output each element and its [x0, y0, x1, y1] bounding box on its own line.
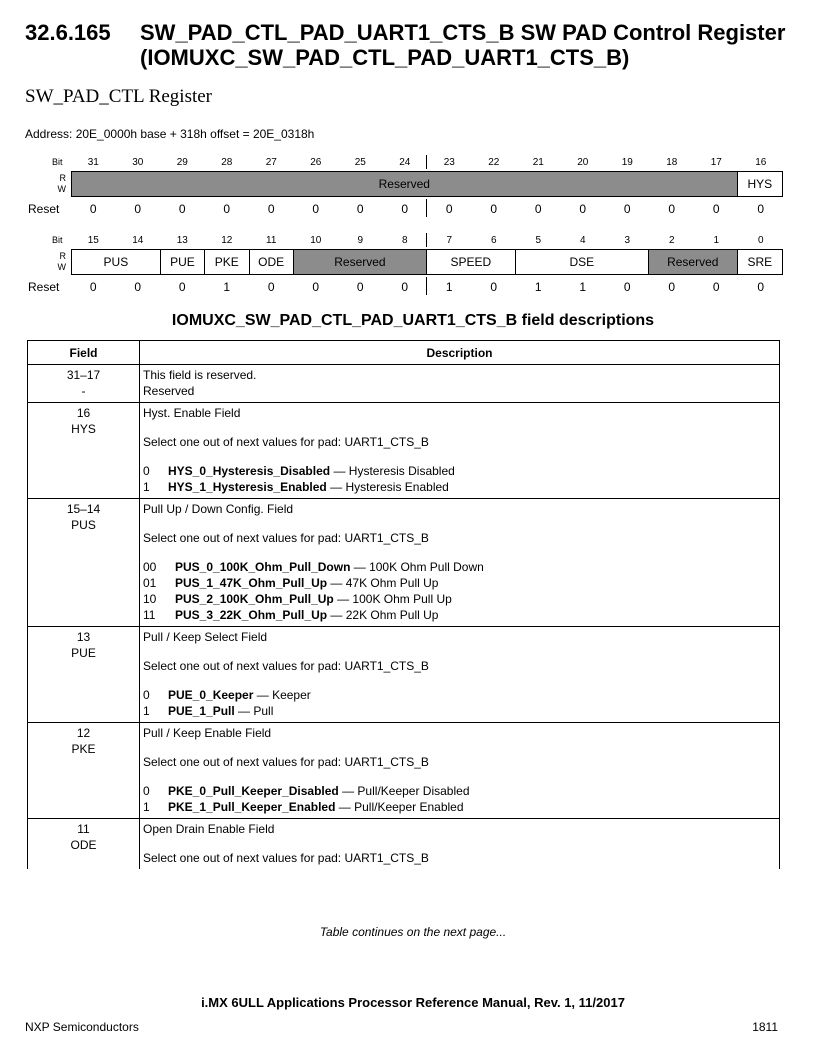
reset-value: 0	[223, 202, 231, 216]
field-descriptions-table	[27, 340, 780, 869]
value-code: 01	[143, 576, 157, 590]
value-code: 11	[143, 608, 156, 622]
reset-value: 0	[490, 202, 498, 216]
bit-number: 19	[621, 157, 633, 168]
reset-value: 0	[534, 202, 542, 216]
register-field-ode: ODE	[250, 250, 294, 274]
bit-number: 22	[488, 157, 500, 168]
bit-label: Bit	[52, 157, 63, 167]
company-name: NXP Semiconductors	[25, 1020, 139, 1034]
spacer	[143, 517, 776, 530]
value-entry	[143, 463, 776, 479]
reset-label: Reset	[28, 280, 60, 294]
value-name: PUS_3_22K_Ohm_Pull_Up	[175, 608, 328, 622]
reset-value: 0	[312, 280, 320, 294]
field-bits: 31–17	[66, 368, 101, 382]
value-name: PUE_0_Keeper	[168, 688, 254, 702]
field-cell	[28, 723, 140, 819]
description-cell	[140, 499, 780, 627]
bit-number: 15	[87, 235, 99, 246]
spacer	[143, 421, 776, 434]
spacer	[143, 674, 776, 687]
rw-label	[40, 251, 66, 273]
select-note: Select one out of next values for pad: UART1_CTS_B	[143, 755, 429, 769]
description-cell	[140, 627, 780, 723]
select-note: Select one out of next values for pad: UART1_CTS_B	[143, 531, 429, 545]
rw-label	[40, 173, 66, 195]
select-note: Select one out of next values for pad: UART1_CTS_B	[143, 435, 429, 449]
description-line: Open Drain Enable Field	[143, 822, 275, 836]
table-header-row	[28, 341, 780, 365]
spacer	[143, 837, 776, 850]
field-cell	[28, 819, 140, 870]
bit-number: 25	[354, 157, 366, 168]
reset-value: 0	[178, 280, 186, 294]
byte-divider	[426, 277, 427, 295]
register-field-reserved: Reserved	[294, 250, 427, 274]
bit-number: 12	[221, 235, 233, 246]
value-description: — Hysteresis Disabled	[333, 464, 455, 478]
manual-title: i.MX 6ULL Applications Processor Reference Manual, Rev. 1, 11/2017	[201, 995, 625, 1010]
value-name: PKE_1_Pull_Keeper_Enabled	[168, 800, 336, 814]
bit-number: 7	[446, 235, 453, 246]
bit-number: 5	[535, 235, 542, 246]
register-field-pus: PUS	[72, 250, 161, 274]
field-bits: 11	[77, 822, 90, 836]
value-code: 0	[143, 464, 150, 478]
description-line: Pull / Keep Enable Field	[143, 726, 272, 740]
value-entry	[143, 591, 776, 607]
value-description: — Pull/Keeper Enabled	[338, 800, 464, 814]
reset-value: 0	[356, 280, 364, 294]
register-field-pue: PUE	[161, 250, 205, 274]
w-label: W	[57, 262, 66, 272]
field-name: PUE	[71, 646, 96, 660]
reset-value: 0	[401, 280, 409, 294]
byte-divider	[426, 233, 427, 247]
register-field-sre: SRE	[747, 255, 773, 269]
table-row	[28, 365, 780, 403]
description-line: Hyst. Enable Field	[143, 406, 241, 420]
bit-number: 29	[176, 157, 188, 168]
value-description: — 100K Ohm Pull Up	[337, 592, 452, 606]
bit-number: 26	[310, 157, 322, 168]
value-description: — Pull	[238, 704, 274, 718]
bit-number: 30	[132, 157, 144, 168]
reset-value: 0	[134, 280, 142, 294]
bit-number: 18	[666, 157, 678, 168]
select-note: Select one out of next values for pad: UART1_CTS_B	[143, 851, 429, 865]
register-field-reserved: Reserved	[649, 250, 738, 274]
reset-value: 0	[267, 202, 275, 216]
bit-number: 6	[490, 235, 497, 246]
bit-number: 31	[87, 157, 99, 168]
value-name: HYS_0_Hysteresis_Disabled	[168, 464, 331, 478]
bit-number: 20	[577, 157, 589, 168]
description-cell	[140, 819, 780, 870]
description-line: Reserved	[143, 384, 195, 398]
byte-divider	[426, 155, 427, 169]
value-code: 1	[143, 480, 150, 494]
field-cell	[28, 499, 140, 627]
value-name: HYS_1_Hysteresis_Enabled	[168, 480, 327, 494]
register-upper	[0, 155, 826, 220]
value-name: PUS_0_100K_Ohm_Pull_Down	[175, 560, 351, 574]
register-field-pke: PKE	[205, 250, 249, 274]
reset-value: 0	[623, 202, 631, 216]
table-row	[28, 819, 780, 870]
reset-label: Reset	[28, 202, 60, 216]
bit-number: 0	[757, 235, 764, 246]
value-code: 00	[143, 560, 157, 574]
bit-number: 27	[265, 157, 277, 168]
value-description: — 22K Ohm Pull Up	[330, 608, 439, 622]
bit-number: 23	[443, 157, 455, 168]
bit-number: 10	[310, 235, 322, 246]
value-entry	[143, 575, 776, 591]
bit-number: 28	[221, 157, 233, 168]
page-number: 1811	[752, 1020, 778, 1034]
value-entry	[143, 479, 776, 495]
reset-value: 0	[757, 280, 765, 294]
spacer	[143, 741, 776, 754]
field-column-header: Field	[28, 341, 140, 365]
value-code: 0	[143, 784, 150, 798]
register-fields-lower	[71, 249, 783, 275]
field-bits: 13	[76, 630, 91, 644]
register-field-dse: DSE	[516, 250, 649, 274]
field-cell	[28, 627, 140, 723]
reset-value: 0	[267, 280, 275, 294]
bit-number: 11	[266, 235, 277, 246]
spacer	[143, 645, 776, 658]
value-entry	[143, 799, 776, 815]
value-name: PUS_2_100K_Ohm_Pull_Up	[175, 592, 334, 606]
description-cell	[140, 403, 780, 499]
spacer	[143, 546, 776, 559]
description-column-header: Description	[140, 341, 780, 365]
description-cell	[140, 723, 780, 819]
reset-value: 0	[89, 202, 97, 216]
bit-number: 9	[357, 235, 364, 246]
value-entry	[143, 703, 776, 719]
reset-value: 1	[223, 280, 231, 294]
reset-value: 0	[89, 280, 97, 294]
reset-value: 1	[445, 280, 453, 294]
field-bits: 12	[76, 726, 91, 740]
bit-number: 1	[713, 235, 720, 246]
description-line: Pull / Keep Select Field	[143, 630, 268, 644]
value-description: — 100K Ohm Pull Down	[353, 560, 484, 574]
bit-number: 21	[532, 157, 544, 168]
field-name: ODE	[70, 838, 97, 852]
r-label: R	[59, 251, 66, 261]
r-label: R	[59, 173, 66, 183]
bit-number: 8	[401, 235, 408, 246]
select-note: Select one out of next values for pad: UART1_CTS_B	[143, 659, 429, 673]
field-name: PUS	[71, 518, 96, 532]
spacer	[143, 770, 776, 783]
value-code: 10	[143, 592, 157, 606]
register-field-reserved: Reserved	[72, 172, 738, 196]
description-line: Pull Up / Down Config. Field	[143, 502, 294, 516]
bit-number: 13	[176, 235, 188, 246]
value-entry	[143, 607, 776, 623]
reset-value: 0	[356, 202, 364, 216]
byte-divider	[426, 199, 427, 217]
reset-value: 0	[134, 202, 142, 216]
value-description: — 47K Ohm Pull Up	[330, 576, 439, 590]
bit-number: 17	[710, 157, 722, 168]
value-name: PUE_1_Pull	[168, 704, 235, 718]
bit-number: 16	[755, 157, 767, 168]
field-name: HYS	[71, 422, 96, 436]
value-entry	[143, 559, 776, 575]
reset-value: 0	[668, 202, 676, 216]
reset-value: 1	[534, 280, 542, 294]
value-description: — Pull/Keeper Disabled	[342, 784, 470, 798]
bit-number: 14	[132, 235, 144, 246]
value-code: 1	[143, 800, 150, 814]
field-name: -	[81, 384, 86, 398]
register-fields-upper	[71, 171, 783, 197]
field-cell	[28, 365, 140, 403]
spacer	[143, 450, 776, 463]
reset-value: 0	[401, 202, 409, 216]
table-caption: IOMUXC_SW_PAD_CTL_PAD_UART1_CTS_B field descriptions	[171, 312, 655, 329]
reset-value: 0	[490, 280, 498, 294]
section-title: SW_PAD_CTL_PAD_UART1_CTS_B SW PAD Control Register (IOMUXC_SW_PAD_CTL_PAD_UART1_CTS_B)	[140, 20, 786, 70]
description-cell	[140, 365, 780, 403]
subheading: SW_PAD_CTL Register	[25, 86, 213, 107]
value-name: PKE_0_Pull_Keeper_Disabled	[168, 784, 339, 798]
reset-value: 0	[579, 202, 587, 216]
bit-label: Bit	[52, 235, 63, 245]
value-name: PUS_1_47K_Ohm_Pull_Up	[175, 576, 328, 590]
reset-value: 0	[712, 280, 720, 294]
table-row	[28, 499, 780, 627]
w-label: W	[57, 184, 66, 194]
register-address: Address: 20E_0000h base + 318h offset = 20E_0318h	[25, 127, 315, 141]
field-cell	[28, 403, 140, 499]
register-field-hys: HYS	[747, 177, 773, 191]
reset-value: 0	[668, 280, 676, 294]
value-entry	[143, 687, 776, 703]
field-bits: 16	[76, 406, 91, 420]
reset-value: 1	[579, 280, 587, 294]
table-row	[28, 627, 780, 723]
field-bits: 15–14	[66, 502, 101, 516]
bit-number: 4	[579, 235, 586, 246]
value-description: — Hysteresis Enabled	[330, 480, 449, 494]
reset-value: 0	[312, 202, 320, 216]
reset-value: 0	[623, 280, 631, 294]
field-name: PKE	[71, 742, 96, 756]
section-number: 32.6.165	[25, 20, 111, 45]
reset-value: 0	[445, 202, 453, 216]
bit-number: 3	[624, 235, 631, 246]
value-entry	[143, 783, 776, 799]
bit-number: 24	[399, 157, 411, 168]
reset-value: 0	[757, 202, 765, 216]
table-row	[28, 723, 780, 819]
value-code: 1	[143, 704, 150, 718]
register-field-speed: SPEED	[427, 250, 516, 274]
reset-value: 0	[178, 202, 186, 216]
table-row	[28, 403, 780, 499]
register-lower	[0, 233, 826, 298]
bit-number: 2	[668, 235, 675, 246]
value-description: — Keeper	[256, 688, 311, 702]
reset-value: 0	[712, 202, 720, 216]
value-code: 0	[143, 688, 150, 702]
description-line: This field is reserved.	[143, 368, 257, 382]
continued-note: Table continues on the next page...	[319, 925, 507, 939]
